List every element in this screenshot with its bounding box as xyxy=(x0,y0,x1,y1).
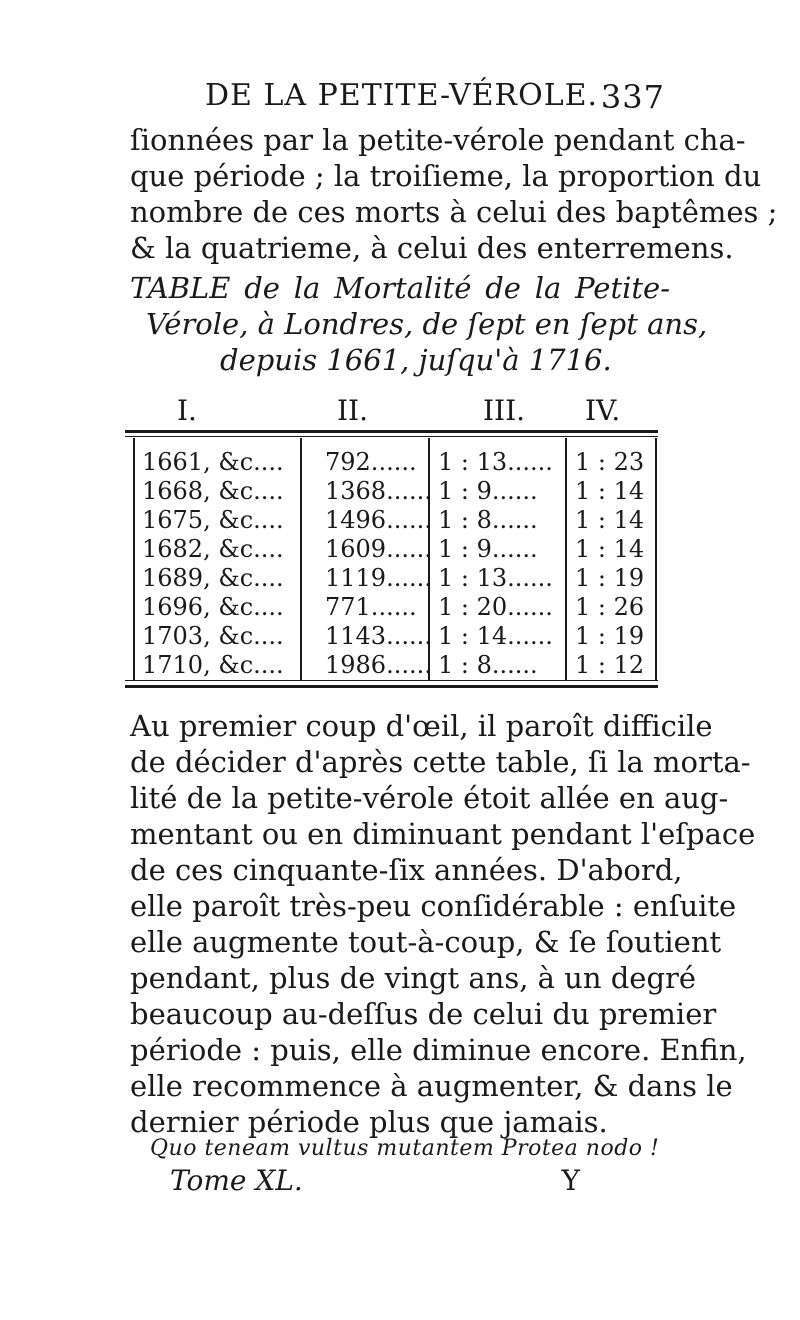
text-line: que période ; la troiſieme, la proportion du xyxy=(130,159,762,193)
column-header: I. xyxy=(177,394,197,427)
table-title-line: depuis 1661, juſqu'à 1716. xyxy=(220,343,612,377)
text-line: elle recommence à augmenter, & dans le xyxy=(130,1069,733,1103)
table-cell: 1661, &c.... xyxy=(142,448,284,476)
table-cell: 1 : 14 xyxy=(575,506,645,534)
column-header: II. xyxy=(337,394,369,427)
table-bottom-rule-thin xyxy=(125,680,658,681)
signature-mark: Y xyxy=(561,1164,580,1197)
mortality-table xyxy=(130,438,658,680)
table-cell: 1986...... xyxy=(325,651,432,679)
text-line: de ces cinquante-ſix années. D'abord, xyxy=(130,853,683,887)
table-cell: 1 : 20...... xyxy=(438,593,553,621)
text-line: lité de la petite-vérole étoit allée en aug- xyxy=(130,781,729,815)
table-cell: 1689, &c.... xyxy=(142,564,284,592)
table-bottom-rule xyxy=(125,685,658,688)
table-row xyxy=(130,535,658,565)
table-cell: 1 : 19 xyxy=(575,622,645,650)
table-cell: 1 : 9...... xyxy=(438,535,538,563)
table-title xyxy=(130,270,708,378)
running-head xyxy=(205,78,665,120)
table-row xyxy=(130,506,658,536)
table-cell: 1 : 8...... xyxy=(438,506,538,534)
table-row xyxy=(130,622,658,652)
table-cell: 1609...... xyxy=(325,535,432,563)
latin-quotation: Quo teneam vultus mutantem Protea nodo ! xyxy=(150,1136,660,1161)
table-cell: 1 : 14...... xyxy=(438,622,553,650)
text-line: & la quatrieme, à celui des enterremens. xyxy=(130,231,734,265)
table-top-rule xyxy=(125,430,658,433)
text-line: dernier période plus que jamais. xyxy=(130,1105,608,1139)
table-title-line: TABLE de la Mortalité de la Petite- xyxy=(130,271,670,305)
table-cell: 1675, &c.... xyxy=(142,506,284,534)
table-cell: 1 : 26 xyxy=(575,593,645,621)
text-line: elle augmente tout-à-coup, & ſe ſoutient xyxy=(130,925,722,959)
text-line: mentant ou en diminuant pendant l'eſpace xyxy=(130,817,756,851)
table-cell: 1 : 13...... xyxy=(438,448,553,476)
table-cell: 1 : 12 xyxy=(575,651,645,679)
table-cell: 1668, &c.... xyxy=(142,477,284,505)
table-row xyxy=(130,593,658,623)
table-cell: 1143...... xyxy=(325,622,432,650)
text-line: nombre de ces morts à celui des baptêmes ; xyxy=(130,195,778,229)
table-cell: 1 : 19 xyxy=(575,564,645,592)
table-cell: 1 : 14 xyxy=(575,535,645,563)
text-line: beaucoup au-deſſus de celui du premier xyxy=(130,997,717,1031)
table-cell: 792...... xyxy=(325,448,417,476)
text-line: de décider d'après cette table, ſi la morta- xyxy=(130,745,751,779)
table-cell: 1368...... xyxy=(325,477,432,505)
column-header: IV. xyxy=(585,394,621,427)
table-row xyxy=(130,651,658,681)
table-title-line: Vérole, à Londres, de ſept en ſept ans, xyxy=(146,307,708,341)
table-top-rule-thin xyxy=(125,436,658,437)
volume-mark: Tome XL. xyxy=(170,1164,303,1197)
signature-line xyxy=(170,1164,580,1204)
table-cell: 1 : 14 xyxy=(575,477,645,505)
text-line: période : puis, elle diminue encore. Enfin, xyxy=(130,1033,747,1067)
table-cell: 1703, &c.... xyxy=(142,622,284,650)
table-row xyxy=(130,448,658,478)
table-cell: 1682, &c.... xyxy=(142,535,284,563)
table-cell: 1 : 23 xyxy=(575,448,645,476)
table-row xyxy=(130,564,658,594)
table-cell: 1496...... xyxy=(325,506,432,534)
table-row xyxy=(130,477,658,507)
table-cell: 1 : 9...... xyxy=(438,477,538,505)
table-cell: 1696, &c.... xyxy=(142,593,284,621)
text-line: elle paroît très-peu conſidérable : enſuite xyxy=(130,889,737,923)
page-number: 337 xyxy=(600,78,665,116)
table-cell: 1 : 13...... xyxy=(438,564,553,592)
table-column-headers xyxy=(125,394,670,430)
table-cell: 771...... xyxy=(325,593,417,621)
text-line: Au premier coup d'œil, il paroît difficile xyxy=(130,709,713,743)
table-cell: 1710, &c.... xyxy=(142,651,284,679)
table-cell: 1 : 8...... xyxy=(438,651,538,679)
body-paragraph xyxy=(130,708,756,1140)
text-line: pendant, plus de vingt ans, à un degré xyxy=(130,961,697,995)
text-line: ſionnées par la petite-vérole pendant cha- xyxy=(130,123,746,157)
intro-paragraph xyxy=(130,122,778,266)
table-cell: 1119...... xyxy=(325,564,432,592)
column-header: III. xyxy=(483,394,526,427)
running-head-title: DE LA PETITE-VÉROLE. xyxy=(205,78,599,113)
